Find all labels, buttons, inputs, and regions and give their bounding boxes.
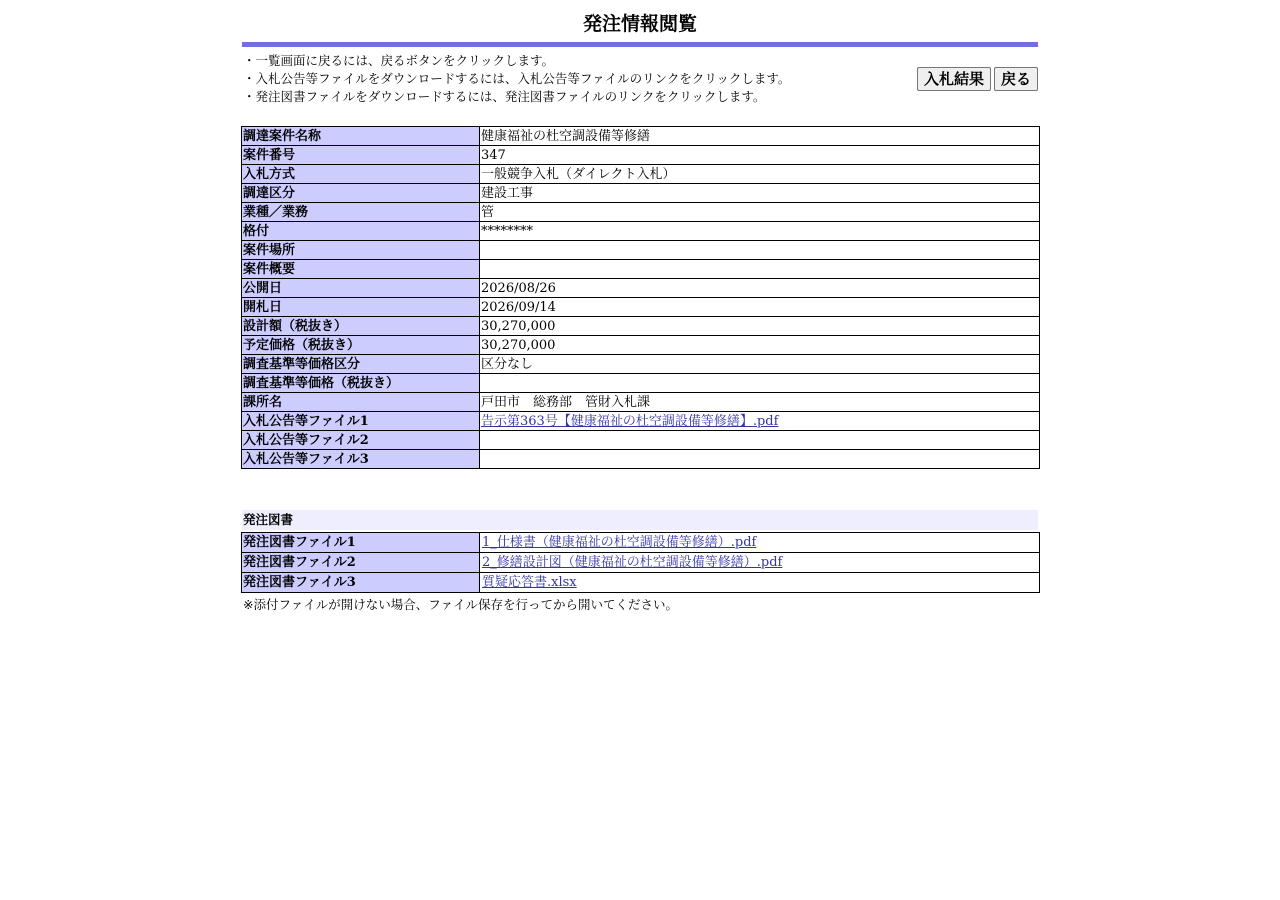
- info-value-text: 一般競争入札（ダイレクト入札）: [481, 166, 676, 182]
- info-value: [480, 127, 1040, 146]
- drawing-value: [480, 573, 1040, 593]
- info-row: [242, 241, 1040, 260]
- info-label: 開札日: [242, 298, 480, 317]
- instruction-drawing-files: ・発注図書ファイルをダウンロードするには、発注図書ファイルのリンクをクリックします。: [243, 89, 766, 104]
- info-value-text: ********: [481, 223, 533, 239]
- info-row: [242, 184, 1040, 203]
- info-value-text: 戸田市 総務部 管財入札課: [481, 394, 651, 410]
- bid-results-button[interactable]: 入札結果: [917, 67, 991, 91]
- info-value: [480, 165, 1040, 184]
- info-label: 案件概要: [242, 260, 480, 279]
- info-label: 業種／業務: [242, 203, 480, 222]
- drawings-table: [241, 532, 1040, 593]
- info-value: [480, 336, 1040, 355]
- info-row: [242, 165, 1040, 184]
- instruction-notice-files: ・入札公告等ファイルをダウンロードするには、入札公告等ファイルのリンクをクリックします。: [243, 71, 791, 86]
- notice-file-link[interactable]: 告示第363号【健康福祉の杜空調設備等修繕】.pdf: [481, 413, 779, 429]
- info-value: [480, 222, 1040, 241]
- info-label: 課所名: [242, 393, 480, 412]
- drawing-row: [242, 573, 1040, 593]
- info-row: [242, 279, 1040, 298]
- instruction-back: ・一覧画面に戻るには、戻るボタンをクリックします。: [243, 53, 555, 68]
- info-row: [242, 317, 1040, 336]
- drawing-file-link[interactable]: 1_仕様書（健康福祉の杜空調設備等修繕）.pdf: [482, 534, 757, 550]
- info-label: 調達案件名称: [242, 127, 480, 146]
- info-value-text: 347: [481, 147, 506, 163]
- info-row: [242, 203, 1040, 222]
- drawing-row: [242, 553, 1040, 573]
- drawing-label: 発注図書ファイル1: [242, 533, 480, 553]
- page-container: [241, 0, 1039, 612]
- info-value: [480, 450, 1040, 469]
- info-value-text: 区分なし: [481, 356, 534, 372]
- info-row: [242, 336, 1040, 355]
- info-label: 入札方式: [242, 165, 480, 184]
- info-row: [242, 222, 1040, 241]
- back-button[interactable]: 戻る: [994, 67, 1038, 91]
- info-value-text: 30,270,000: [481, 318, 556, 334]
- page-title: 発注情報閲覧: [582, 13, 697, 35]
- info-label: 入札公告等ファイル3: [242, 450, 480, 469]
- info-value-text: 建設工事: [481, 185, 534, 201]
- info-label: 調達区分: [242, 184, 480, 203]
- info-value: [480, 317, 1040, 336]
- info-value: [480, 203, 1040, 222]
- info-row: [242, 355, 1040, 374]
- info-value: [480, 279, 1040, 298]
- info-label: 予定価格（税抜き）: [242, 336, 480, 355]
- info-row: [242, 374, 1040, 393]
- info-value-text: 30,270,000: [481, 337, 556, 353]
- info-label: 調査基準等価格（税抜き）: [242, 374, 480, 393]
- info-value-text: 健康福祉の杜空調設備等修繕: [481, 128, 651, 144]
- info-label: 公開日: [242, 279, 480, 298]
- instructions: [243, 52, 903, 106]
- info-row: [242, 146, 1040, 165]
- info-row: [242, 127, 1040, 146]
- drawing-label: 発注図書ファイル2: [242, 553, 480, 573]
- info-label: 入札公告等ファイル2: [242, 431, 480, 450]
- title-divider: [242, 42, 1038, 47]
- info-value: [480, 241, 1040, 260]
- info-label: 案件場所: [242, 241, 480, 260]
- info-value-text: 管: [481, 204, 495, 220]
- info-value: [480, 355, 1040, 374]
- info-value-text: 2026/08/26: [481, 280, 556, 296]
- info-label: 格付: [242, 222, 480, 241]
- info-value: [480, 374, 1040, 393]
- info-value: [480, 260, 1040, 279]
- info-label: 調査基準等価格区分: [242, 355, 480, 374]
- info-value-text: 2026/09/14: [481, 299, 556, 315]
- info-value: [480, 184, 1040, 203]
- action-buttons: [917, 67, 1038, 91]
- info-value: [480, 146, 1040, 165]
- info-label: 入札公告等ファイル1: [242, 412, 480, 431]
- info-label: 設計額（税抜き）: [242, 317, 480, 336]
- info-value: [480, 393, 1040, 412]
- info-value: [480, 431, 1040, 450]
- info-row: [242, 260, 1040, 279]
- drawings-section-header: 発注図書: [242, 510, 1038, 530]
- info-label: 案件番号: [242, 146, 480, 165]
- info-value: [480, 298, 1040, 317]
- info-row: [242, 412, 1040, 431]
- info-value: [480, 412, 1040, 431]
- info-row: [242, 298, 1040, 317]
- drawing-label: 発注図書ファイル3: [242, 573, 480, 593]
- info-row: [242, 431, 1040, 450]
- drawing-value: [480, 533, 1040, 553]
- drawing-file-link[interactable]: 質疑応答書.xlsx: [482, 574, 577, 590]
- procurement-info-table: [241, 126, 1040, 469]
- attachment-footnote: ※添付ファイルが開けない場合、ファイル保存を行ってから開いてください。: [243, 597, 678, 612]
- drawing-file-link[interactable]: 2_修繕設計図（健康福祉の杜空調設備等修繕）.pdf: [482, 554, 783, 570]
- info-row: [242, 393, 1040, 412]
- info-row: [242, 450, 1040, 469]
- drawing-row: [242, 533, 1040, 553]
- drawing-value: [480, 553, 1040, 573]
